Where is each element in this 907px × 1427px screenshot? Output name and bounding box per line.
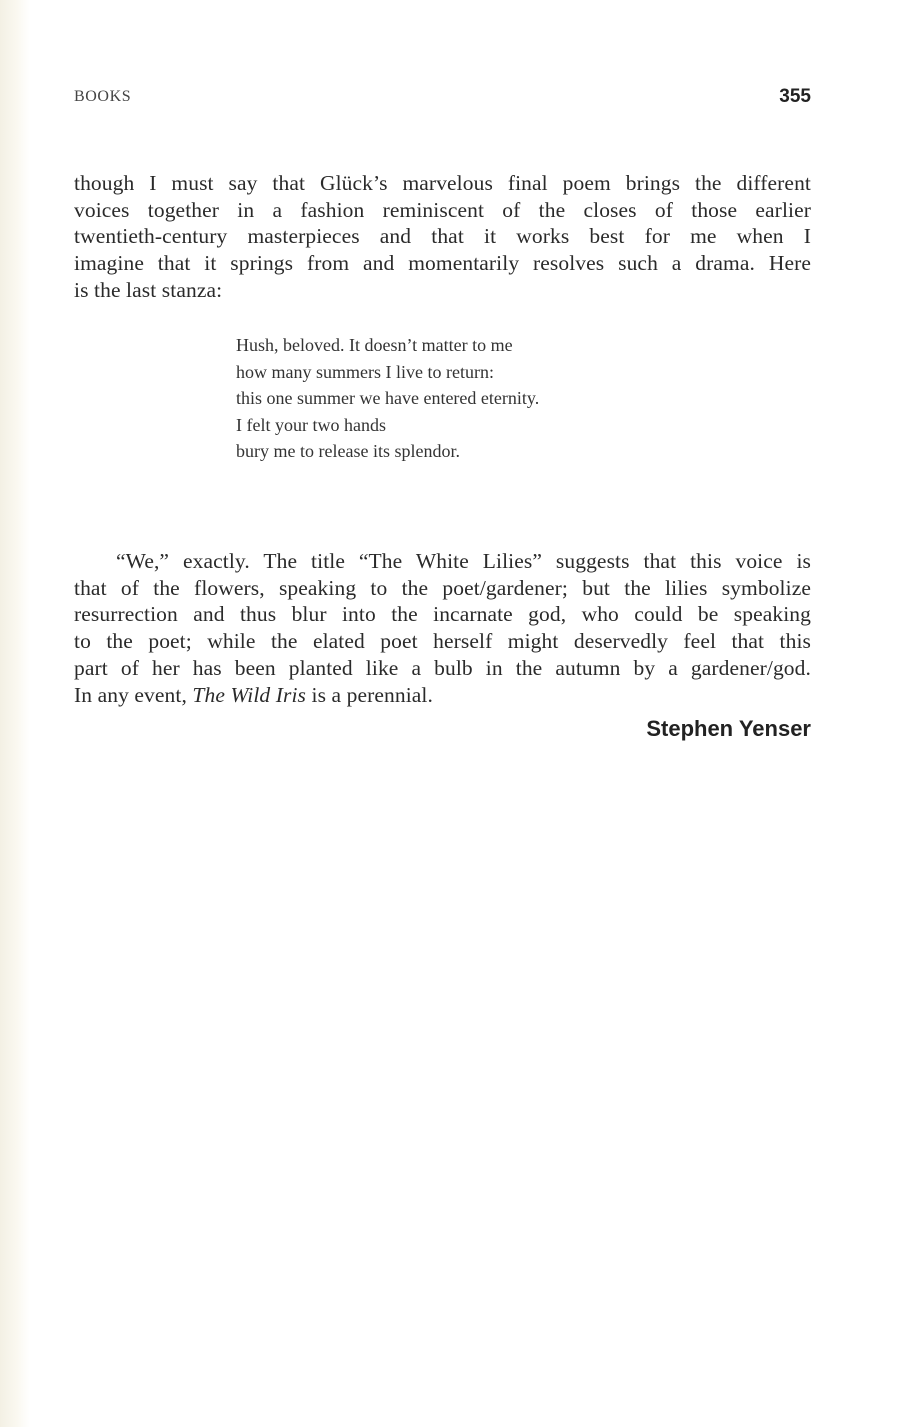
paragraph-1 xyxy=(74,170,811,304)
poem-line: Hush, beloved. It doesn’t matter to me xyxy=(236,335,513,355)
paragraph-2 xyxy=(74,548,811,708)
running-head: BOOKS xyxy=(74,88,132,105)
author-signature: Stephen Yenser xyxy=(646,716,811,741)
paragraph-line: imagine that it springs from and momentarily resolves such a drama. Here xyxy=(74,251,811,276)
paragraph-line: “We,” exactly. The title “The White Lilies” suggests that this voice is xyxy=(116,549,811,573)
paragraph-line: voices together in a fashion reminiscent of the closes of those earlier xyxy=(74,197,811,222)
poem-stanza xyxy=(236,332,539,465)
poem-line: bury me to release its splendor. xyxy=(236,441,460,462)
page-number: 355 xyxy=(779,86,811,107)
paragraph-line: to the poet; while the elated poet herself might deservedly feel that this xyxy=(74,629,811,654)
poem-line: how many summers I live to return: xyxy=(236,361,494,382)
last-line-tail: is a perennial. xyxy=(306,682,433,707)
last-line-lead: In any event, xyxy=(74,682,193,707)
poem-line: I felt your two hands xyxy=(236,414,386,435)
paragraph-line: resurrection and thus blur into the incarnate god, who could be speaking xyxy=(74,602,811,627)
paragraph-line: though I must say that Glück’s marvelous final poem brings the different xyxy=(74,171,811,195)
paragraph-line: is the last stanza: xyxy=(74,277,223,302)
paragraph-line: part of her has been planted like a bulb in the autumn by a gardener/god. xyxy=(74,655,811,680)
page-gutter-shadow xyxy=(0,0,30,1427)
paragraph-line: twentieth-century masterpieces and that it works best for me when I xyxy=(74,224,811,249)
paragraph-line: that of the flowers, speaking to the poet/gardener; but the lilies symbolize xyxy=(74,575,811,600)
paragraph-last-line xyxy=(74,682,811,709)
book-title: The Wild Iris xyxy=(192,682,307,707)
poem-line: this one summer we have entered eternity. xyxy=(236,388,540,409)
